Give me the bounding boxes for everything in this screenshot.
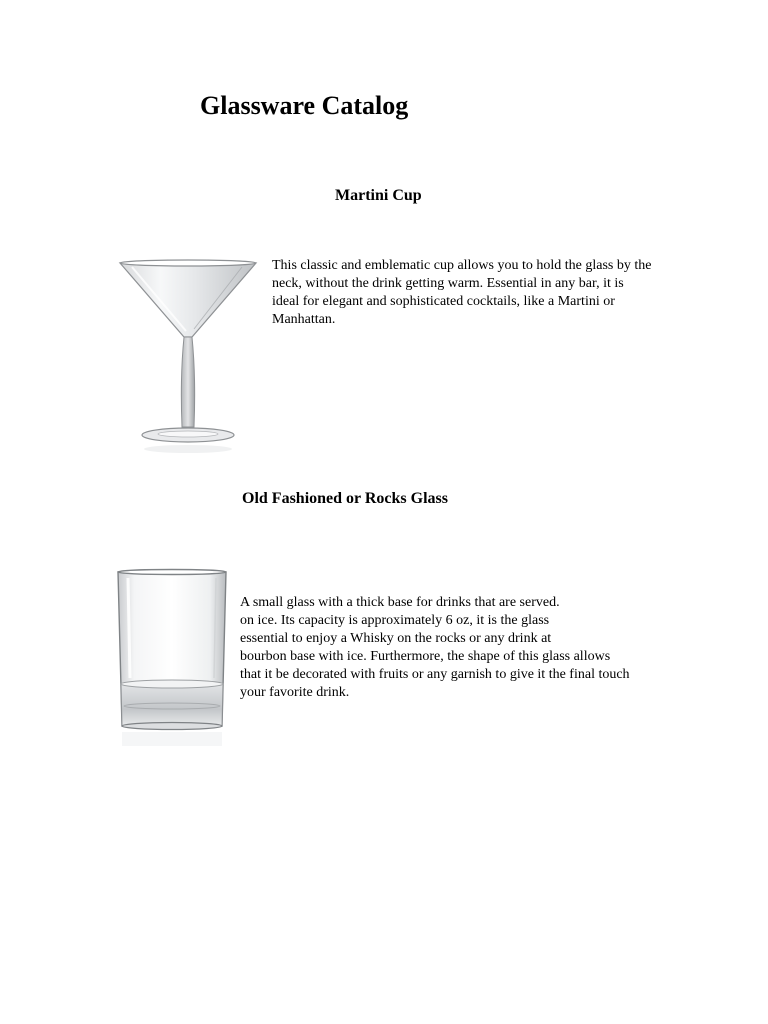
description-line: essential to enjoy a Whisky on the rocks or any drink at: [240, 631, 552, 646]
description-line: This classic and emblematic cup allows you to hold the glass by the: [272, 258, 652, 273]
page-title: Glassware Catalog: [200, 91, 409, 120]
description-line: ideal for elegant and sophisticated cocktails, like a Martini or: [272, 294, 615, 309]
description-line: A small glass with a thick base for drinks that are served.: [240, 595, 560, 610]
description-line: bourbon base with ice. Furthermore, the shape of this glass allows: [240, 649, 611, 664]
description-line: neck, without the drink getting warm. Essential in any bar, it is: [272, 276, 624, 291]
description-line: on ice. Its capacity is approximately 6 oz, it is the glass: [240, 613, 550, 628]
martini-cup-description: [272, 257, 651, 329]
description-line: that it be decorated with fruits or any garnish to give it the final touch: [240, 667, 630, 682]
rocks-glass-icon: [114, 566, 230, 750]
rocks-glass-description: [240, 594, 630, 702]
description-line: your favorite drink.: [240, 685, 350, 700]
section-heading-martini-cup: Martini Cup: [335, 187, 422, 204]
description-line: Manhattan.: [272, 312, 336, 327]
martini-glass-icon: [114, 257, 262, 455]
section-heading-rocks-glass: Old Fashioned or Rocks Glass: [242, 490, 448, 507]
